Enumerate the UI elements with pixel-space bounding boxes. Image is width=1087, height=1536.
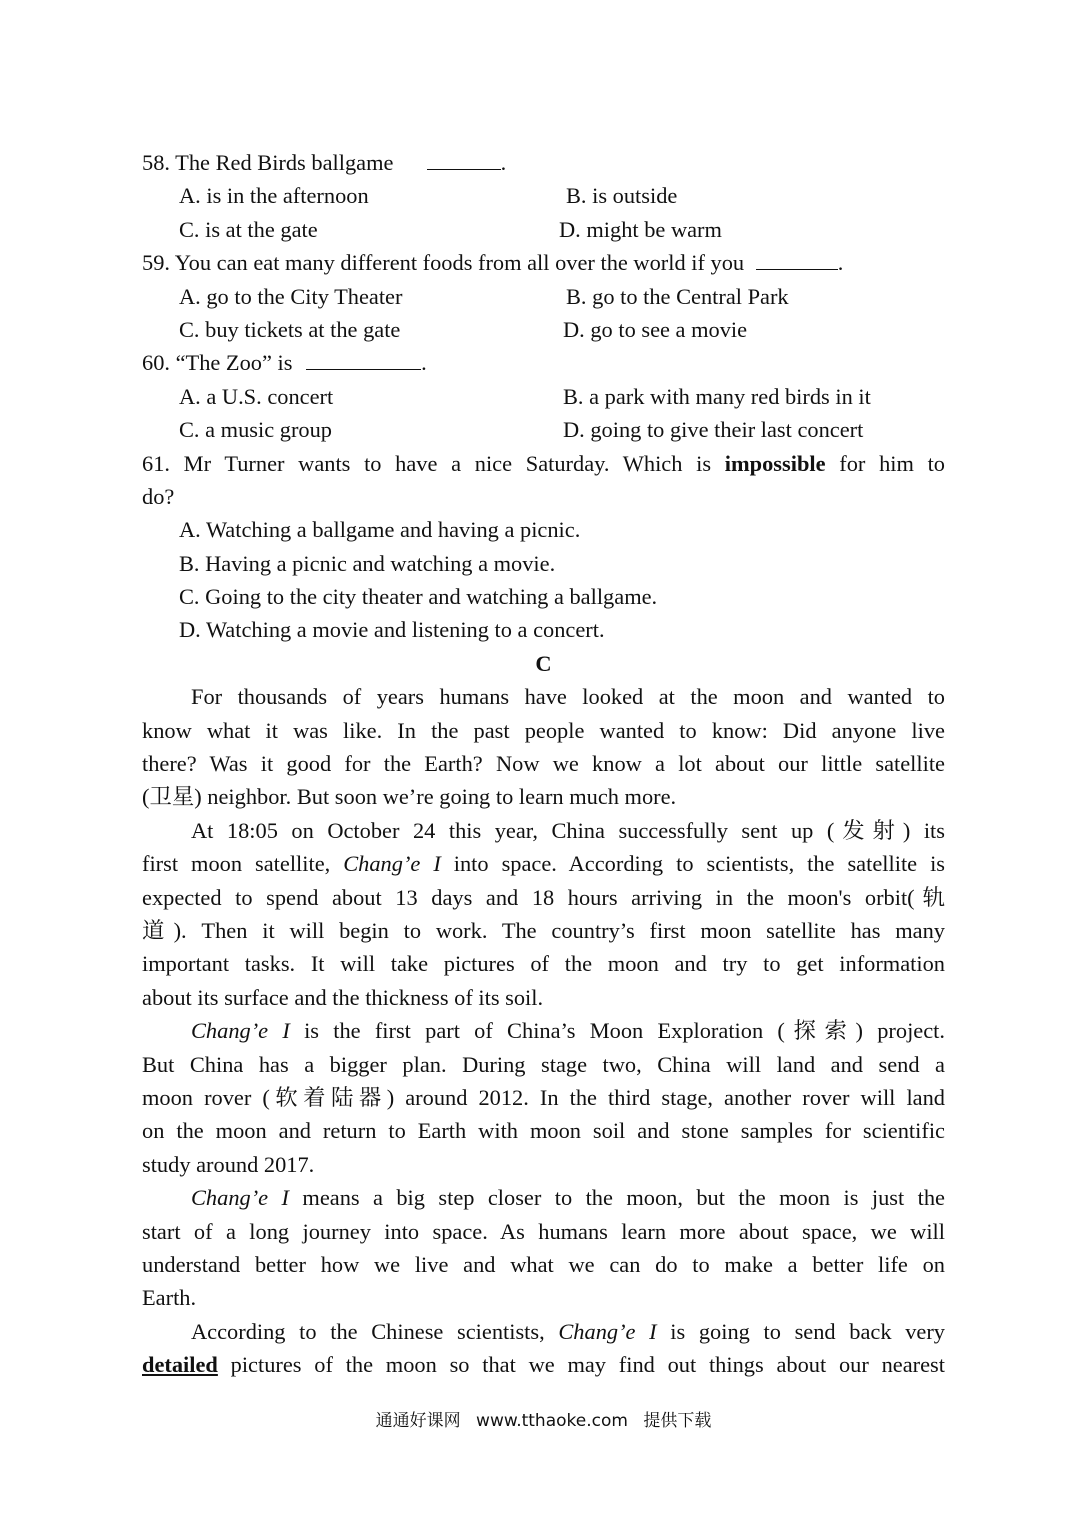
option-a: A. a U.S. concert (179, 383, 334, 409)
question-60-stem: 60. “The Zoo” is (142, 350, 293, 376)
passage-line (142, 1014, 945, 1047)
footer-site-name: 通通好课网 (375, 1411, 461, 1431)
passage-line: expected to spend about 13 days and 18 hours arriving in the moon's orbit(轨 (142, 884, 945, 910)
option-b: B. is outside (566, 183, 678, 209)
passage-text: into space. According to scientists, the satellite is (453, 851, 946, 877)
question-59: 59. You can eat many different foods from all over the world if you . (142, 250, 844, 276)
option-b: B. go to the Central Park (566, 283, 789, 309)
satellite-name: Chang’e I (558, 1318, 657, 1344)
passage-line (142, 1315, 945, 1348)
answer-blank (427, 151, 501, 170)
satellite-name: Chang’e I (191, 1018, 290, 1044)
passage-line: about its surface and the thickness of its soil. (142, 984, 544, 1010)
option-c: C. buy tickets at the gate (179, 316, 401, 342)
passage-line: For thousands of years humans have looked at the moon and wanted to (191, 684, 945, 710)
passage-line: know what it was like. In the past people wanted to know: Did anyone live (142, 717, 945, 743)
page-content (142, 146, 945, 1381)
answer-blank (306, 351, 421, 370)
passage-line (142, 1348, 945, 1381)
passage-text: is the first part of China’s Moon Exploration (探索) project. (304, 1018, 945, 1044)
passage-text: means a big step closer to the moon, but the moon is just the (302, 1185, 945, 1211)
passage-line: Earth. (142, 1285, 197, 1311)
option-d: D. go to see a movie (563, 316, 748, 342)
question-59-options-row2 (142, 313, 945, 346)
section-title: C (535, 650, 552, 676)
question-61-stem-part: 61. Mr Turner wants to have a nice Saturday. Which is (142, 450, 712, 476)
question-58: 58. The Red Birds ballgame . (142, 150, 507, 175)
passage-line: on the moon and return to Earth with moon soil and stone samples for scientific (142, 1118, 945, 1144)
question-59-options-row1 (142, 280, 945, 313)
option-c: C. Going to the city theater and watching a ballgame. (179, 584, 658, 610)
option-b: B. a park with many red birds in it (563, 383, 871, 409)
option-d: D. might be warm (559, 216, 722, 242)
option-a: A. is in the afternoon (179, 183, 369, 209)
passage-text: is going to send back very (670, 1318, 945, 1344)
question-59-stem: 59. You can eat many different foods from all over the world if you (142, 250, 745, 276)
answer-blank (756, 251, 838, 270)
passage-text: pictures of the moon so that we may find out things about our nearest (230, 1352, 945, 1378)
passage-line: study around 2017. (142, 1151, 315, 1177)
satellite-name: Chang’e I (343, 851, 441, 877)
passage-line: But China has a bigger plan. During stage two, China will land and send a (142, 1051, 945, 1077)
option-a: A. go to the City Theater (179, 283, 403, 309)
question-58-options-row2 (142, 213, 945, 246)
question-60-options-row1 (142, 380, 945, 413)
passage-line: At 18:05 on October 24 this year, China successfully sent up (发射) its (191, 817, 945, 843)
passage-line: start of a long journey into space. As humans learn more about space, we will (142, 1218, 945, 1244)
question-58-stem: 58. The Red Birds ballgame (142, 150, 394, 175)
option-c: C. a music group (179, 417, 332, 443)
question-61-stem-cont: do? (142, 483, 175, 509)
footer-url: www.tthaoke.com (476, 1411, 628, 1431)
option-b: B. Having a picnic and watching a movie. (179, 550, 556, 576)
emphasis-word: impossible (724, 450, 826, 476)
question-58-options-row1 (142, 179, 945, 212)
passage-line: 道). Then it will begin to work. The country’s first moon satellite has many (142, 917, 945, 943)
page-footer (0, 1406, 1087, 1431)
satellite-name: Chang’e I (191, 1185, 289, 1211)
passage-line: there? Was it good for the Earth? Now we know a lot about our little satellite (142, 751, 945, 777)
question-60: 60. “The Zoo” is . (142, 350, 427, 376)
passage-line: (卫星) neighbor. But soon we’re going to learn much more. (142, 784, 677, 810)
passage-text: According to the Chinese scientists, (191, 1318, 545, 1344)
option-c: C. is at the gate (179, 216, 318, 242)
passage-line: important tasks. It will take pictures of the moon and try to get information (142, 951, 945, 977)
option-d: D. going to give their last concert (563, 417, 864, 443)
passage-line (142, 847, 945, 880)
option-d: D. Watching a movie and listening to a concert. (179, 617, 605, 643)
footer-note: 提供下载 (643, 1411, 712, 1431)
underlined-word: detailed (142, 1352, 218, 1378)
passage-text: first moon satellite, (142, 851, 331, 877)
passage-line (142, 1181, 945, 1214)
passage-line: understand better how we live and what we can do to make a better life on (142, 1251, 945, 1277)
option-a: A. Watching a ballgame and having a picnic. (179, 517, 581, 543)
question-61-stem (142, 447, 945, 480)
passage-line: moon rover (软着陆器) around 2012. In the third stage, another rover will land (142, 1084, 945, 1110)
question-61-stem-part: for him to (839, 450, 946, 476)
question-60-options-row2 (142, 413, 945, 446)
